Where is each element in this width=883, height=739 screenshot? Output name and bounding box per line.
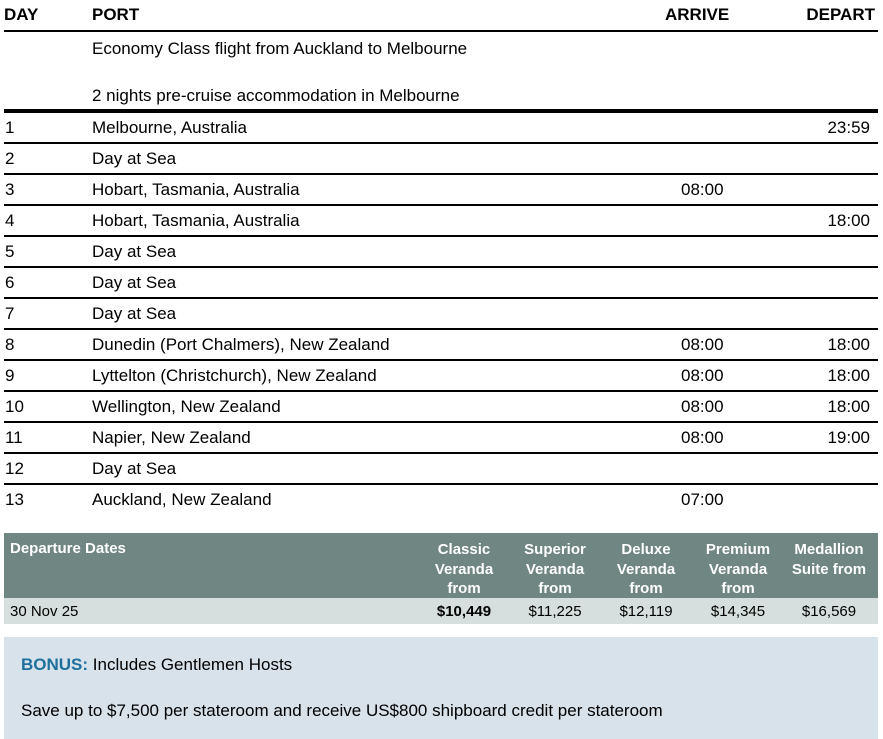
- pre-cruise-flight: Economy Class flight from Auckland to Melbourne: [92, 39, 468, 58]
- price-column-header: [784, 540, 874, 579]
- itinerary-row: [4, 423, 878, 454]
- itinerary-row: [4, 299, 878, 330]
- price-cell: $14,345: [710, 603, 766, 620]
- itinerary-row: [4, 237, 878, 268]
- day-cell: 12: [5, 459, 24, 478]
- pre-cruise-info: [4, 32, 878, 113]
- day-cell: 7: [5, 304, 15, 323]
- price-column-header-line: Veranda: [616, 560, 676, 578]
- price-column-header-line: Veranda: [434, 560, 494, 578]
- day-cell: 11: [5, 428, 23, 447]
- depart-cell: 18:00: [827, 397, 870, 416]
- arrive-cell: 08:00: [681, 366, 724, 385]
- arrive-cell: 08:00: [681, 335, 724, 354]
- bonus-label: BONUS:: [21, 655, 89, 674]
- price-column-header-line: Premium: [705, 541, 771, 558]
- arrive-cell: 08:00: [681, 180, 724, 199]
- itinerary-row: [4, 330, 878, 361]
- itinerary-row: [4, 268, 878, 299]
- price-column-header-line: Superior: [524, 541, 586, 558]
- depart-cell: 23:59: [827, 118, 870, 137]
- itinerary-header-row: [4, 0, 878, 32]
- bonus-line-2: Save up to $7,500 per stateroom and receive US$800 shipboard credit per stateroom: [21, 701, 663, 720]
- bonus-line-1: [21, 655, 292, 675]
- pre-cruise-accommodation: 2 nights pre-cruise accommodation in Melbourne: [92, 86, 460, 105]
- itinerary-table: [4, 0, 878, 514]
- price-column-header-line: Suite from: [791, 560, 867, 578]
- day-cell: 6: [5, 273, 15, 292]
- itinerary-rows: [4, 113, 878, 514]
- day-cell: 5: [5, 242, 15, 261]
- itinerary-row: [4, 175, 878, 206]
- pricing-row: [4, 598, 878, 624]
- port-cell: Day at Sea: [92, 149, 177, 168]
- day-column-header: DAY: [4, 5, 39, 24]
- arrive-column-header: ARRIVE: [665, 5, 730, 24]
- day-cell: 2: [5, 149, 15, 168]
- price-column-header-line: Veranda: [708, 560, 768, 578]
- price-cell: $16,569: [801, 603, 857, 620]
- day-cell: 10: [5, 397, 24, 416]
- departure-date: 30 Nov 25: [10, 603, 79, 620]
- port-cell: Day at Sea: [92, 273, 177, 292]
- price-column-header-line: from: [447, 580, 481, 597]
- port-cell: Lyttelton (Christchurch), New Zealand: [92, 366, 377, 385]
- price-cell: $11,225: [528, 603, 582, 620]
- depart-cell: 19:00: [827, 428, 870, 447]
- price-column-header: [693, 540, 783, 599]
- itinerary-row: [4, 454, 878, 485]
- itinerary-row: [4, 361, 878, 392]
- day-cell: 9: [5, 366, 15, 385]
- day-cell: 3: [5, 180, 15, 199]
- arrive-cell: 08:00: [681, 428, 724, 447]
- day-cell: 8: [5, 335, 15, 354]
- port-column-header: PORT: [92, 5, 140, 24]
- itinerary-row: [4, 485, 878, 514]
- bonus-text: Includes Gentlemen Hosts: [92, 655, 293, 674]
- price-column-header-line: Classic: [437, 541, 491, 558]
- price-column-header: [510, 540, 600, 599]
- port-cell: Hobart, Tasmania, Australia: [92, 180, 300, 199]
- price-column-header-line: Veranda: [525, 560, 585, 578]
- port-cell: Melbourne, Australia: [92, 118, 247, 137]
- price-column-header-line: from: [721, 580, 755, 597]
- depart-column-header: DEPART: [806, 5, 875, 24]
- port-cell: Napier, New Zealand: [92, 428, 251, 447]
- port-cell: Hobart, Tasmania, Australia: [92, 211, 300, 230]
- price-column-header-line: Medallion: [794, 541, 864, 558]
- day-cell: 1: [5, 118, 15, 137]
- depart-cell: 18:00: [827, 211, 870, 230]
- day-cell: 13: [5, 490, 24, 509]
- port-cell: Auckland, New Zealand: [92, 490, 272, 509]
- pricing-header-row: [4, 533, 878, 598]
- price-cell: $10,449: [436, 603, 492, 620]
- arrive-cell: 08:00: [681, 397, 724, 416]
- itinerary-row: [4, 144, 878, 175]
- port-cell: Day at Sea: [92, 242, 177, 261]
- port-cell: Dunedin (Port Chalmers), New Zealand: [92, 335, 390, 354]
- itinerary-row: [4, 392, 878, 423]
- price-cell: $12,119: [619, 603, 673, 620]
- price-column-header-line: Deluxe: [621, 541, 671, 558]
- price-column-header: [419, 540, 509, 599]
- price-column-header-line: from: [629, 580, 663, 597]
- price-column-header: [601, 540, 691, 599]
- arrive-cell: 07:00: [681, 490, 724, 509]
- price-column-header-line: from: [538, 580, 572, 597]
- departure-dates-header: Departure Dates: [10, 540, 126, 557]
- itinerary-row: [4, 206, 878, 237]
- depart-cell: 18:00: [827, 366, 870, 385]
- itinerary-row: [4, 113, 878, 144]
- day-cell: 4: [5, 211, 15, 230]
- port-cell: Day at Sea: [92, 304, 177, 323]
- port-cell: Day at Sea: [92, 459, 177, 478]
- bonus-panel: [4, 637, 878, 739]
- depart-cell: 18:00: [827, 335, 870, 354]
- pricing-table: [4, 533, 878, 624]
- port-cell: Wellington, New Zealand: [92, 397, 281, 416]
